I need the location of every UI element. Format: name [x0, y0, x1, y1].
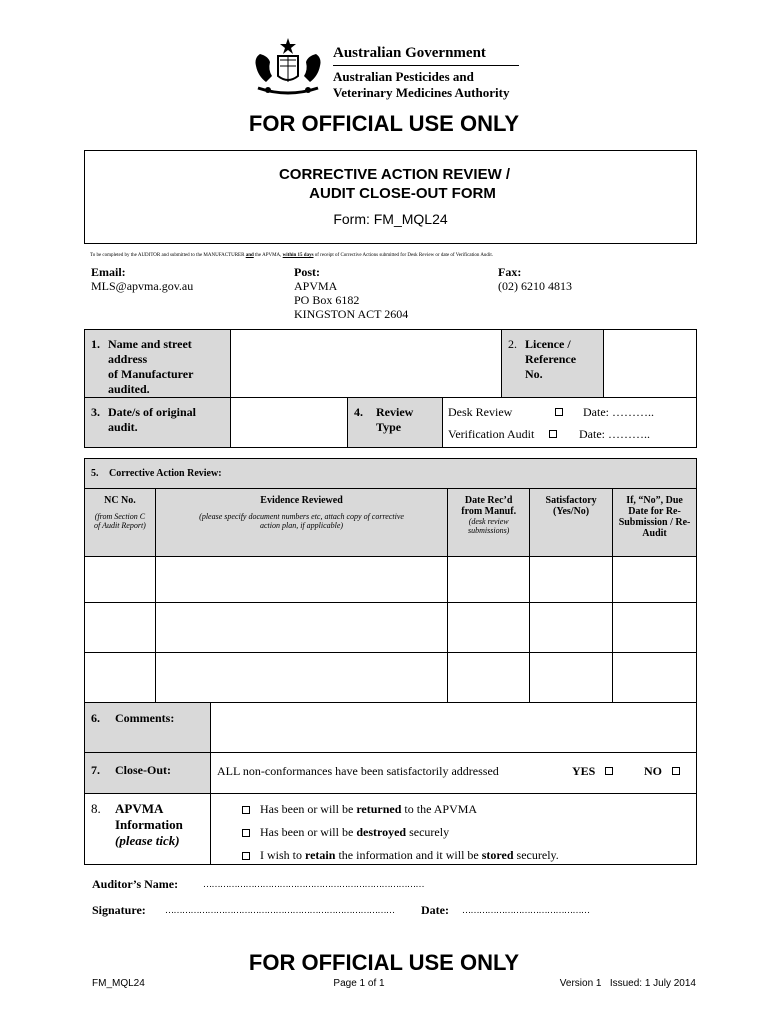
col-satisfactory: Satisfactory (Yes/No): [530, 489, 613, 557]
post-line-1: APVMA: [294, 279, 338, 293]
verification-audit-label: Verification Audit: [448, 427, 535, 441]
official-use-banner-top: FOR OFFICIAL USE ONLY: [248, 111, 520, 136]
close-out-cell: [211, 753, 697, 794]
instruction-text: To be completed by the AUDITOR and submitted to the MANUFACTURER and the APVMA, within 15 days of receipt of Corrective Actions submitted for Desk Review or date of Verification Audit.: [90, 253, 493, 258]
fax-label: Fax:: [498, 265, 522, 279]
email-value[interactable]: MLS@apvma.gov.au: [91, 279, 194, 293]
sections-6-8-table: [84, 702, 697, 865]
section2-label-cell: 2. Licence / Reference No.: [502, 330, 604, 398]
review-type-cell: [443, 398, 697, 448]
nc-cell[interactable]: [85, 653, 156, 703]
info-option-retain[interactable]: I wish to retain the information and it will be stored securely.: [242, 848, 559, 863]
sections-1-4-table: [84, 329, 697, 448]
section7-label-cell: 7. Close-Out:: [85, 753, 211, 794]
section5-header: 5. Corrective Action Review:: [85, 459, 697, 489]
licence-field[interactable]: [604, 330, 697, 398]
signature-label: Signature:: [92, 903, 146, 917]
footer-version: Version 1 Issued: 1 July 2014: [559, 978, 696, 989]
due-date-cell[interactable]: [613, 557, 697, 603]
email-label: Email:: [91, 265, 126, 279]
desk-review-date[interactable]: Date: ………..: [583, 405, 654, 419]
due-date-cell[interactable]: [613, 603, 697, 653]
date-cell[interactable]: [448, 603, 530, 653]
table-row: [85, 557, 697, 603]
auditor-name-field[interactable]: ……………………………………………………………………: [203, 879, 424, 889]
verification-audit-date[interactable]: Date: ………..: [579, 427, 650, 441]
date-cell[interactable]: [448, 653, 530, 703]
close-out-text: ALL non-conformances have been satisfactorily addressed: [217, 764, 499, 778]
official-use-banner-bottom: FOR OFFICIAL USE ONLY: [248, 950, 520, 975]
signature-field[interactable]: ………………………………………………………………………: [165, 905, 395, 915]
agency-name-line2: Veterinary Medicines Authority: [333, 85, 510, 100]
comments-field[interactable]: [211, 703, 697, 753]
close-out-no-checkbox[interactable]: [672, 767, 680, 775]
auditor-name-label: Auditor’s Name:: [92, 877, 179, 891]
col-date-received: Date Rec’d from Manuf. (desk review submissions): [448, 489, 530, 557]
info-option-destroyed[interactable]: Has been or will be destroyed securely: [242, 825, 449, 840]
manufacturer-field[interactable]: [231, 330, 502, 398]
footer-form-code: FM_MQL24: [92, 978, 145, 989]
corrective-action-table: [84, 458, 697, 703]
date-field[interactable]: ………………………………………: [462, 905, 590, 915]
coat-of-arms-logo: [250, 36, 326, 100]
col-due-date: If, “No”, Due Date for Re-Submission / Re-Audit: [613, 489, 697, 557]
col-evidence: Evidence Reviewed (please specify document numbers etc, attach copy of corrective action plan, if applicable): [155, 489, 447, 557]
evidence-cell[interactable]: [155, 557, 447, 603]
agency-name-line1: Australian Pesticides and: [333, 69, 474, 84]
checkbox[interactable]: [242, 829, 250, 837]
post-label: Post:: [294, 265, 320, 279]
form-code: Form: FM_MQL24: [333, 211, 448, 227]
footer-page-number: Page 1 of 1: [333, 978, 385, 989]
nc-cell[interactable]: [85, 557, 156, 603]
form-title-line2: AUDIT CLOSE-OUT FORM: [309, 185, 496, 202]
title-box: [84, 150, 697, 244]
header-rule: [333, 65, 519, 66]
section6-label-cell: 6. Comments:: [85, 703, 211, 753]
checkbox[interactable]: [242, 852, 250, 860]
close-out-no-label: NO: [644, 764, 662, 778]
post-line-3: KINGSTON ACT 2604: [294, 307, 409, 321]
fax-value: (02) 6210 4813: [498, 279, 572, 293]
section8-options-cell: [211, 794, 697, 865]
table-row: [85, 603, 697, 653]
post-line-2: PO Box 6182: [294, 293, 360, 307]
table-row: [85, 653, 697, 703]
due-date-cell[interactable]: [613, 653, 697, 703]
satisfactory-cell[interactable]: [530, 653, 613, 703]
gov-name: Australian Government: [333, 45, 486, 61]
section3-label-cell: 3. Date/s of original audit.: [85, 398, 231, 448]
checkbox[interactable]: [242, 806, 250, 814]
evidence-cell[interactable]: [155, 603, 447, 653]
col-nc-no: NC No. (from Section C of Audit Report): [85, 489, 156, 557]
satisfactory-cell[interactable]: [530, 557, 613, 603]
section8-label-cell: 8. APVMA Information (please tick): [85, 794, 211, 865]
close-out-yes-label: YES: [572, 764, 596, 778]
verification-audit-checkbox[interactable]: [549, 430, 557, 438]
section1-label-cell: 1. Name and street address of Manufacturer audited.: [85, 330, 231, 398]
original-audit-date-field[interactable]: [231, 398, 348, 448]
nc-cell[interactable]: [85, 603, 156, 653]
desk-review-checkbox[interactable]: [555, 408, 563, 416]
form-title-line1: CORRECTIVE ACTION REVIEW /: [278, 166, 511, 183]
desk-review-label: Desk Review: [448, 405, 513, 419]
satisfactory-cell[interactable]: [530, 603, 613, 653]
close-out-yes-checkbox[interactable]: [605, 767, 613, 775]
section4-label-cell: 4. Review Type: [348, 398, 443, 448]
date-label: Date:: [421, 903, 449, 917]
evidence-cell[interactable]: [155, 653, 447, 703]
date-cell[interactable]: [448, 557, 530, 603]
info-option-returned[interactable]: Has been or will be returned to the APVMA: [242, 802, 477, 817]
